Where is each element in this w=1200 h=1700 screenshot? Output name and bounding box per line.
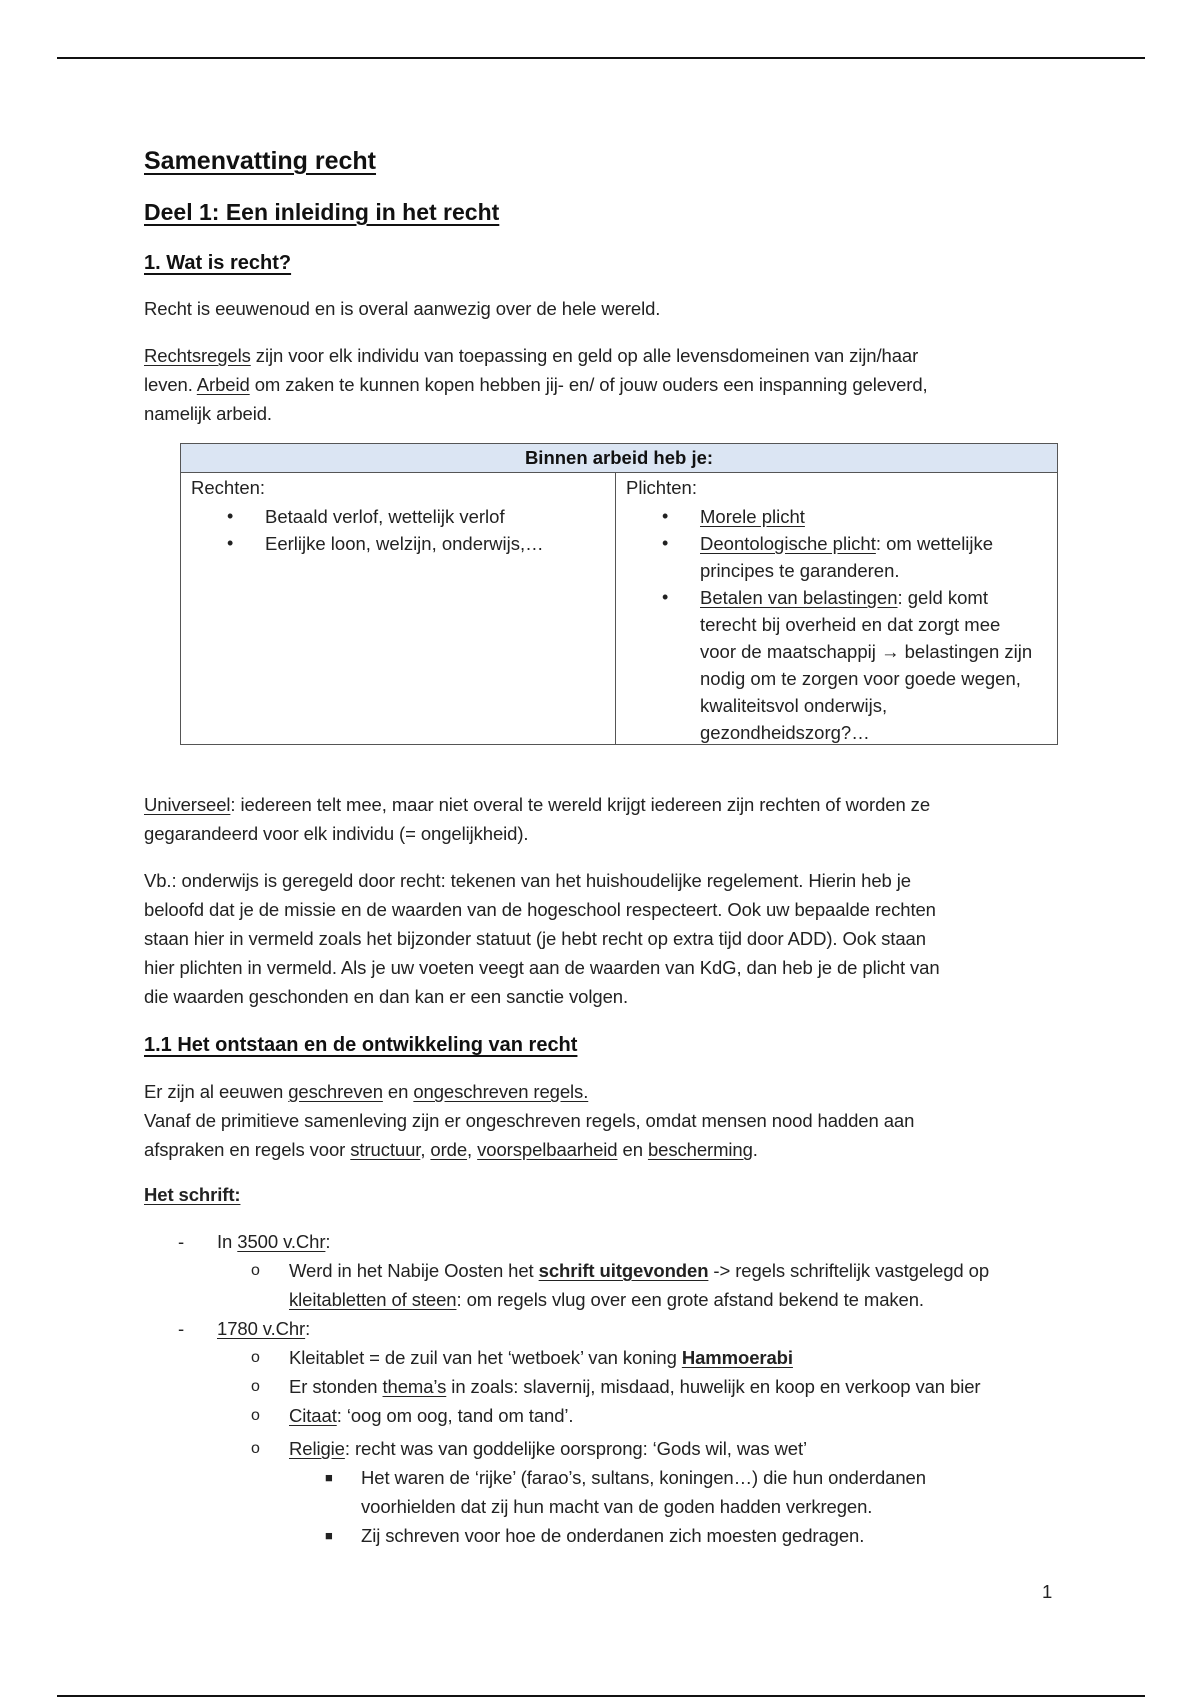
term-universeel: Universeel bbox=[144, 794, 231, 815]
example-line-2: beloofd dat je de missie en de waarden van de hogeschool respecteert. Ook uw bepaalde rechten bbox=[144, 899, 936, 920]
term-rechtsregels: Rechtsregels bbox=[144, 345, 251, 366]
script-item-2-sub-3: Citaat: ‘oog om oog, tand om tand’. bbox=[289, 1405, 574, 1426]
duties-title: Plichten: bbox=[626, 477, 697, 498]
script-item-1-sub-1-line-2: kleitabletten of steen: om regels vlug over een grote afstand bekend te maken. bbox=[289, 1289, 924, 1310]
script-item-2: 1780 v.Chr: bbox=[217, 1318, 311, 1339]
list-item: • Morele plicht bbox=[616, 503, 1040, 530]
script-item-2-sub-4-bullet-1: Het waren de ‘rijke’ (farao’s, sultans, koningen…) die hun onderdanen bbox=[361, 1467, 926, 1488]
intro-paragraph: Recht is eeuwenoud en is overal aanwezig over de hele wereld. bbox=[144, 298, 661, 319]
universal-line-2: gegarandeerd voor elk individu (= ongelijkheid). bbox=[144, 823, 529, 844]
list-item: • Betalen van belastingen: geld komt terecht bij overheid en dat zorgt mee voor de maatschappij → belastingen zijn nodig om te zorgen voor goede wegen, kwaliteitsvol onderwijs, gezondheidszorg?… bbox=[616, 584, 1040, 746]
example-line-1: Vb.: onderwijs is geregeld door recht: tekenen van het huishoudelijke regelement. Hierin heb je bbox=[144, 870, 911, 891]
square-bullet: ■ bbox=[325, 1470, 333, 1485]
page-number: 1 bbox=[1042, 1581, 1053, 1602]
origin-line-2: Vanaf de primitieve samenleving zijn er ongeschreven regels, omdat mensen nood hadden aan bbox=[144, 1110, 915, 1131]
rights-title: Rechten: bbox=[191, 477, 266, 498]
circle-bullet: o bbox=[251, 1378, 260, 1395]
dash-bullet: - bbox=[178, 1231, 185, 1252]
table-column-rights bbox=[181, 473, 616, 744]
labor-table bbox=[180, 443, 1058, 745]
universal-line-1: Universeel: iedereen telt mee, maar niet overal te wereld krijgt iedereen zijn rechten of worden ze bbox=[144, 794, 931, 815]
dash-bullet: - bbox=[178, 1318, 185, 1339]
script-item-1-sub-1: Werd in het Nabije Oosten het schrift uitgevonden -> regels schriftelijk vastgelegd op bbox=[289, 1260, 990, 1281]
example-line-4: hier plichten in vermeld. Als je uw voeten veegt aan de waarden van KdG, dan heb je de plicht van bbox=[144, 957, 940, 978]
example-line-5: die waarden geschonden en dan kan er een sanctie volgen. bbox=[144, 986, 628, 1007]
circle-bullet: o bbox=[251, 1407, 260, 1424]
table-column-duties bbox=[616, 473, 1057, 744]
rights-list bbox=[181, 503, 605, 557]
script-item-2-sub-4: Religie: recht was van goddelijke oorsprong: ‘Gods wil, was wet’ bbox=[289, 1438, 808, 1459]
table-header: Binnen arbeid heb je: bbox=[181, 444, 1057, 473]
rights-paragraph-line-3: namelijk arbeid. bbox=[144, 403, 272, 424]
circle-bullet: o bbox=[251, 1440, 260, 1457]
script-item-2-sub-1: Kleitablet = de zuil van het ‘wetboek’ van koning Hammoerabi bbox=[289, 1347, 793, 1368]
script-item-1: In 3500 v.Chr: bbox=[217, 1231, 331, 1252]
example-line-3: staan hier in vermeld zoals het bijzonder statuut (je hebt recht op extra tijd door ADD). Ook staan bbox=[144, 928, 926, 949]
circle-bullet: o bbox=[251, 1262, 260, 1279]
duties-list bbox=[616, 503, 1040, 746]
script-item-2-sub-2: Er stonden thema’s in zoals: slavernij, misdaad, huwelijk en koop en verkoop van bier bbox=[289, 1376, 981, 1397]
script-item-2-sub-4-bullet-2: Zij schreven voor hoe de onderdanen zich moesten gedragen. bbox=[361, 1525, 865, 1546]
footer-rule bbox=[57, 1695, 1145, 1697]
section-heading-1: 1. Wat is recht? bbox=[144, 252, 292, 274]
rights-paragraph-line-1: Rechtsregels zijn voor elk individu van toepassing en geld op alle levensdomeinen van zijn/haar bbox=[144, 345, 919, 366]
origin-line-3: afspraken en regels voor structuur, orde, voorspelbaarheid en bescherming. bbox=[144, 1139, 758, 1160]
script-item-2-sub-4-bullet-1-line-2: voorhielden dat zij hun macht van de goden hadden verkregen. bbox=[361, 1496, 873, 1517]
rights-paragraph-line-2: leven. Arbeid om zaken te kunnen kopen hebben jij- en/ of jouw ouders een inspanning geleverd, bbox=[144, 374, 928, 395]
part-heading: Deel 1: Een inleiding in het recht bbox=[144, 199, 500, 225]
list-item: • Deontologische plicht: om wettelijke principes te garanderen. bbox=[616, 530, 1040, 584]
list-item: • Betaald verlof, wettelijk verlof bbox=[181, 503, 605, 530]
square-bullet: ■ bbox=[325, 1528, 333, 1543]
circle-bullet: o bbox=[251, 1349, 260, 1366]
origin-line-1: Er zijn al eeuwen geschreven en ongeschreven regels. bbox=[144, 1081, 589, 1102]
term-arbeid: Arbeid bbox=[196, 374, 250, 395]
section-heading-1-1: 1.1 Het ontstaan en de ontwikkeling van recht bbox=[144, 1034, 578, 1056]
header-rule bbox=[57, 57, 1145, 59]
script-subheading: Het schrift: bbox=[144, 1184, 241, 1205]
list-item: • Eerlijke loon, welzijn, onderwijs,… bbox=[181, 530, 605, 557]
document-title: Samenvatting recht bbox=[144, 147, 377, 175]
